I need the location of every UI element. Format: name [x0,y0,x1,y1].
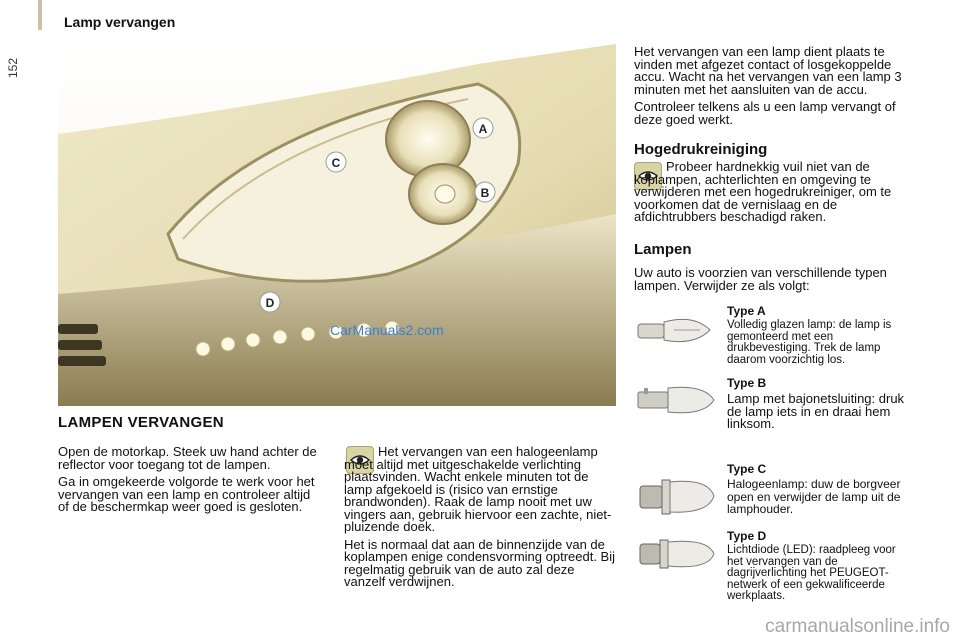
type-a-label: Type A [727,304,766,318]
right-intro [634,46,910,126]
marker-a: A [478,122,488,136]
type-a-text: Volledig glazen lamp: de lamp is gemonteerd met een drukbevestiging. Trek de lamp daarom voorzichtig los. [727,319,892,366]
page-title: Lamp vervangen [64,14,176,30]
page-number: 152 [6,58,20,79]
bulb-type-b-icon [634,380,718,420]
type-c-text: Halogeenlamp: duw de borgveer open en verwijder de lamp uit de lamphouder. [727,477,901,516]
bulb-type-a-icon [634,310,718,350]
type-b-label: Type B [727,376,767,390]
headlight-illustration [58,44,616,406]
mid-paragraph-2: Het is normaal dat aan de binnenzijde van de koplampen enige condensvorming optreedt. Bij regelmatig gebruik van de auto zal deze vanzelf verdwijnen. [344,536,616,589]
right-intro-1: Het vervangen van een lamp dient plaats te vinden met afgezet contact of losgekoppelde accu. Wacht na het vervangen van een lamp 3 minuten met het aansluiten van de accu. [634,44,902,97]
marker-d: D [265,296,275,310]
right-intro-2: Controleer telkens als u een lamp vervangt of deze goed werkt. [634,99,896,127]
bulb-type-c-icon [634,456,718,522]
type-d-label: Type D [727,529,767,543]
lampen-text: Uw auto is voorzien van verschillende typen lampen. Verwijder ze als volgt: [634,265,887,293]
left-paragraph-2: Ga in omgekeerde volgorde te werk voor het vervangen van een lamp en controleer altijd of de beschermkap weer goed is gesloten. [58,474,315,514]
section-title: LAMPEN VERVANGEN [58,414,224,431]
heading-lampen: Lampen [634,241,692,258]
side-rule [38,0,42,30]
marker-b: B [480,186,490,200]
type-d-text: Lichtdiode (LED): raadpleeg voor het vervangen van de dagrijverlichting het PEUGEOT-netwerk of een gekwalificeerde werkplaats. [727,544,896,602]
mid-paragraph-1: Het vervangen van een halogeenlamp moet altijd met uitgeschakelde verlichting plaatsvinden. Wacht enkele minuten tot de lamp afgekoeld is (risico van ernstige brandwonden). Raak de lamp nooit met uw vingers aan, gebruik hiervoor een zachte, niet-pluizende doek. [344,444,612,534]
marker-c: C [331,156,341,170]
heading-hogedrukreiniging: Hogedrukreiniging [634,141,768,158]
mid-column [344,446,616,589]
type-b-text: Lamp met bajonetsluiting: druk de lamp iets in en draai hem linksom. [727,391,905,431]
left-column [58,446,324,514]
hogedruk-text: Probeer hardnekkig vuil niet van de koplampen, achterlichten en omgeving te verwijderen met een hogedrukreiniger, om te voorkomen dat de vernislaag en de afdichtrubbers beschadigd raken. [634,159,892,224]
photo-watermark: CarManuals2.com [330,322,444,338]
left-paragraph-1: Open de motorkap. Steek uw hand achter de reflector voor toegang tot de lampen. [58,444,317,472]
type-c-label: Type C [727,462,767,476]
footer-watermark: carmanualsonline.info [765,616,950,637]
bulb-type-d-icon [634,528,718,578]
